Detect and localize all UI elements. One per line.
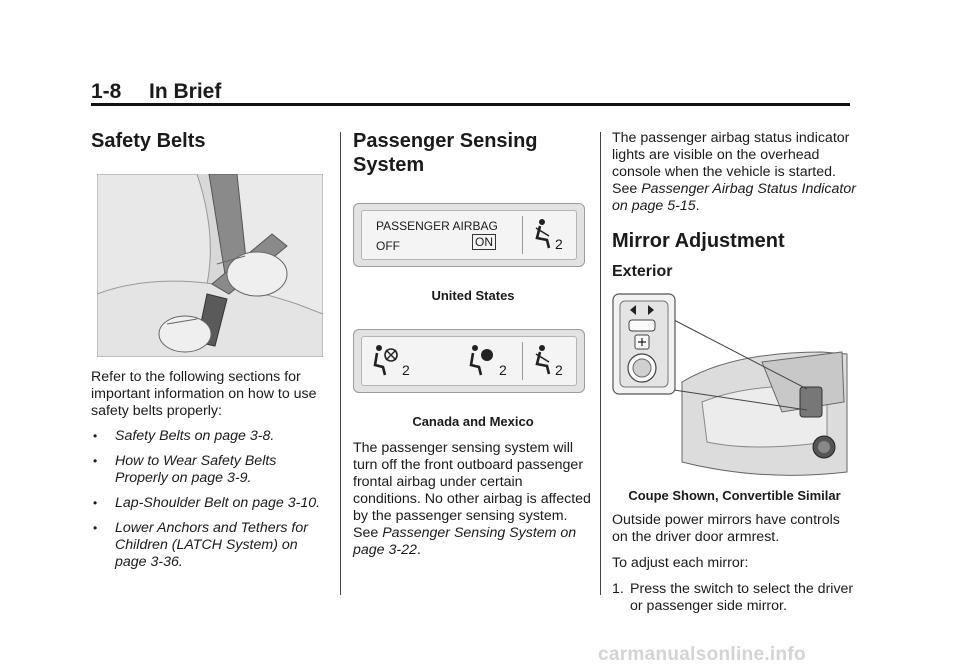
airbag-off-icon [371,343,401,377]
column-mirror-adjustment [612,120,857,615]
step-number: 1. [612,581,624,597]
passenger-seat-icon [532,344,554,376]
mirror-caption: Coupe Shown, Convertible Similar [628,488,841,503]
airbag-status-link[interactable]: Passenger Airbag Status Indicator on page 5-15 [612,181,856,214]
safety-belt-illustration [97,174,323,357]
list-item-lap-shoulder[interactable]: • Lap-Shoulder Belt on page 3-10. [91,495,331,512]
list-item-safety-belts[interactable]: • Safety Belts on page 3-8. [91,428,331,445]
passenger-seat-icon [532,218,554,250]
passenger-sensing-link[interactable]: Passenger Sensing System on page 3-22 [353,525,577,558]
mirror-adjustment-heading: Mirror Adjustment [612,230,785,252]
step-1 [612,581,857,615]
column-passenger-sensing [353,120,593,559]
passenger-sensing-body: The passenger sensing system will turn off the front outboard passenger frontal airbag under certain conditions. No other airbag is affected by the passenger sensing system. See Passenger Sensing System on page 3-22. [353,440,591,558]
mirror-adjust-intro: To adjust each mirror: [612,555,749,571]
ca-airbag-panel: 2 2 2 [353,329,585,393]
airbag-status-text: The passenger airbag status indicator lights are visible on the overhead console when the vehicle is started. See Passenger Airbag Status Indicator on page 5-15. [612,130,856,214]
exterior-subheading: Exterior [612,263,673,280]
airbag-on-icon [467,343,497,377]
passenger-sensing-heading: Passenger Sensing System [353,130,538,176]
section-title: In Brief [149,80,222,103]
column-divider-1 [340,132,341,595]
us-airbag-panel: PASSENGER AIRBAG OFF ON 2 [353,203,585,267]
header-rule [91,103,850,106]
step-text: Press the switch to select the driver or passenger side mirror. [630,581,854,614]
list-item-wear-belts[interactable]: • How to Wear Safety Belts Properly on page 3-9. [91,453,331,487]
safety-belts-intro: Refer to the following sections for important information on how to use safety belts properly: [91,369,317,419]
us-panel-off: OFF [376,239,400,253]
column-divider-2 [600,132,601,595]
us-panel-label: PASSENGER AIRBAG [376,219,498,233]
safety-belts-heading: Safety Belts [91,130,206,152]
watermark: carmanualsonline.info [598,644,806,665]
column-safety-belts [91,120,331,571]
page-header [91,80,221,104]
mirror-control-illustration [612,292,852,482]
mirror-controls-text: Outside power mirrors have controls on the driver door armrest. [612,512,840,545]
ca-caption: Canada and Mexico [412,414,534,429]
list-item-latch[interactable]: • Lower Anchors and Tethers for Children (LATCH System) on page 3-36. [91,520,331,571]
us-caption: United States [431,288,515,303]
page-number: 1-8 [91,80,122,103]
us-panel-on: ON [472,234,496,250]
